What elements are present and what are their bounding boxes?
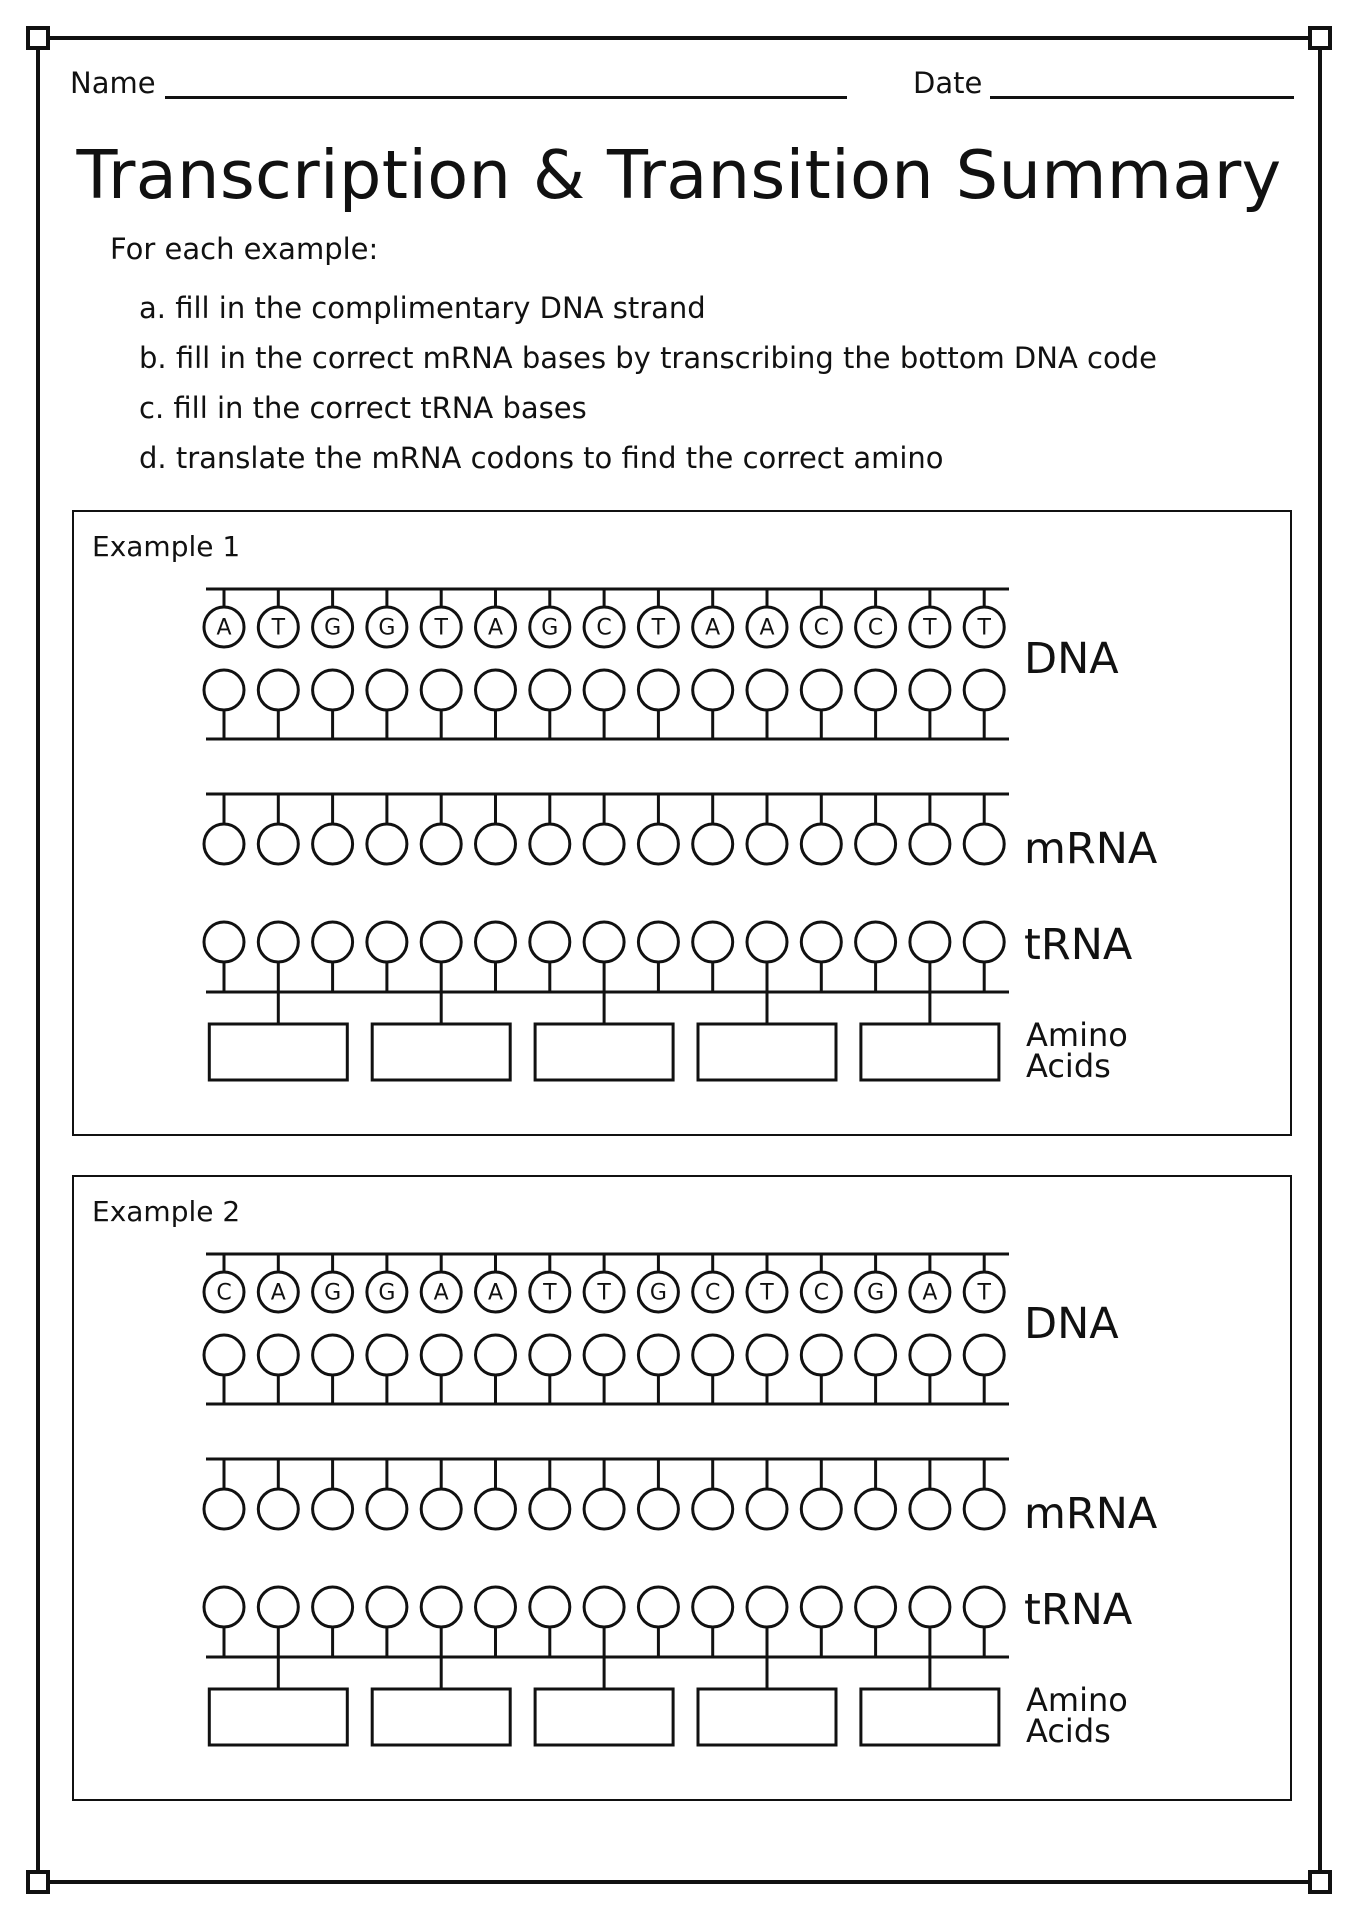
trna-base-blank[interactable] (313, 1587, 353, 1627)
mrna-base-blank[interactable] (693, 1489, 733, 1529)
corner-top-right (1308, 26, 1332, 50)
dna-top-base-letter: G (649, 1280, 667, 1306)
dna-label: DNA (1024, 1299, 1119, 1349)
example-label: Example 2 (92, 1195, 241, 1228)
dna-label: DNA (1024, 634, 1119, 684)
mrna-base-blank[interactable] (801, 1489, 841, 1529)
dna-top-base-letter: T (760, 1280, 774, 1306)
trna-base-blank[interactable] (693, 922, 733, 962)
dna-top-base-letter: G (541, 615, 559, 641)
amino-acid-box[interactable] (372, 1024, 510, 1080)
dna-top-base-letter: C (705, 1280, 721, 1306)
amino-acid-box[interactable] (861, 1689, 999, 1745)
mrna-base-blank[interactable] (421, 1489, 461, 1529)
mrna-base-blank[interactable] (530, 1489, 570, 1529)
dna-top-base-letter: A (216, 615, 232, 641)
dna-top-base-letter: T (977, 615, 991, 641)
dna-top-base-letter: G (324, 615, 342, 641)
dna-complement-blank[interactable] (258, 670, 298, 710)
trna-base-blank[interactable] (258, 922, 298, 962)
dna-top-base-letter: T (923, 615, 937, 641)
mrna-label: mRNA (1024, 1489, 1158, 1539)
amino-acids-label (1026, 1016, 1128, 1085)
mrna-base-blank[interactable] (910, 1489, 950, 1529)
dna-complement-blank[interactable] (747, 1335, 787, 1375)
amino-label-line1: Amino (1026, 1681, 1128, 1719)
trna-base-blank[interactable] (801, 1587, 841, 1627)
mrna-base-blank[interactable] (747, 1489, 787, 1529)
corner-bottom-left (26, 1870, 50, 1894)
mrna-base-blank[interactable] (476, 1489, 516, 1529)
dna-top-base-letter: C (867, 615, 884, 641)
trna-base-blank[interactable] (530, 922, 570, 962)
corner-bottom-right (1308, 1870, 1332, 1894)
dna-top-base-letter: T (543, 1280, 557, 1306)
dna-top-base-letter: A (705, 615, 721, 641)
mrna-base-blank[interactable] (367, 1489, 407, 1529)
dna-complement-blank[interactable] (313, 1335, 353, 1375)
dna-complement-blank[interactable] (421, 1335, 461, 1375)
dna-top-base-letter: T (271, 615, 286, 641)
amino-label-line1: Amino (1026, 1016, 1128, 1054)
instructions-intro: For each example: (110, 232, 379, 266)
dna-top-base-letter: A (759, 615, 775, 641)
trna-base-blank[interactable] (584, 922, 624, 962)
mrna-base-blank[interactable] (856, 824, 896, 864)
dna-complement-blank[interactable] (530, 670, 570, 710)
instructions-list (139, 283, 1157, 483)
mrna-base-blank[interactable] (638, 824, 678, 864)
trna-base-blank[interactable] (476, 1587, 516, 1627)
trna-base-blank[interactable] (638, 1587, 678, 1627)
dna-top-base-letter: C (596, 615, 612, 641)
amino-acid-box[interactable] (698, 1689, 836, 1745)
trna-base-blank[interactable] (204, 922, 244, 962)
dna-complement-blank[interactable] (584, 1335, 624, 1375)
trna-base-blank[interactable] (910, 1587, 950, 1627)
instruction-step: b. fill in the correct mRNA bases by transcribing the bottom DNA code (139, 341, 1157, 375)
dna-complement-blank[interactable] (801, 670, 841, 710)
dna-complement-blank[interactable] (638, 670, 678, 710)
dna-complement-blank[interactable] (258, 1335, 298, 1375)
trna-base-blank[interactable] (638, 922, 678, 962)
dna-complement-blank[interactable] (476, 670, 516, 710)
trna-base-blank[interactable] (693, 1587, 733, 1627)
mrna-base-blank[interactable] (964, 824, 1004, 864)
amino-acids-label (1026, 1681, 1128, 1750)
mrna-base-blank[interactable] (421, 824, 461, 864)
amino-acid-box[interactable] (861, 1024, 999, 1080)
trna-base-blank[interactable] (530, 1587, 570, 1627)
mrna-base-blank[interactable] (258, 824, 298, 864)
dna-complement-blank[interactable] (584, 670, 624, 710)
mrna-base-blank[interactable] (204, 1489, 244, 1529)
dna-complement-blank[interactable] (801, 1335, 841, 1375)
trna-base-blank[interactable] (204, 1587, 244, 1627)
dna-complement-blank[interactable] (693, 670, 733, 710)
trna-base-blank[interactable] (313, 922, 353, 962)
mrna-base-blank[interactable] (204, 824, 244, 864)
trna-base-blank[interactable] (747, 1587, 787, 1627)
dna-complement-blank[interactable] (367, 1335, 407, 1375)
trna-base-blank[interactable] (964, 1587, 1004, 1627)
amino-acid-box[interactable] (209, 1024, 347, 1080)
mrna-base-blank[interactable] (530, 824, 570, 864)
trna-base-blank[interactable] (801, 922, 841, 962)
example-label: Example 1 (92, 530, 241, 563)
name-label: Name (70, 66, 156, 100)
amino-label-line2: Acids (1026, 1712, 1111, 1750)
trna-base-blank[interactable] (367, 922, 407, 962)
date-field[interactable] (990, 96, 1294, 99)
mrna-base-blank[interactable] (747, 824, 787, 864)
trna-base-blank[interactable] (964, 922, 1004, 962)
mrna-base-blank[interactable] (638, 1489, 678, 1529)
dna-complement-blank[interactable] (747, 670, 787, 710)
instruction-step: c. fill in the correct tRNA bases (139, 391, 587, 425)
corner-top-left (26, 26, 50, 50)
trna-base-blank[interactable] (476, 922, 516, 962)
trna-base-blank[interactable] (856, 1587, 896, 1627)
amino-label-line2: Acids (1026, 1047, 1111, 1085)
dna-top-base-letter: A (487, 1280, 504, 1306)
dna-complement-blank[interactable] (964, 1335, 1004, 1375)
amino-acid-box[interactable] (209, 1689, 347, 1745)
trna-base-blank[interactable] (747, 922, 787, 962)
mrna-base-blank[interactable] (964, 1489, 1004, 1529)
trna-base-blank[interactable] (258, 1587, 298, 1627)
trna-base-blank[interactable] (421, 922, 461, 962)
dna-top-base-letter: T (651, 615, 666, 641)
dna-complement-blank[interactable] (964, 670, 1004, 710)
dna-top-base-letter: A (922, 1280, 938, 1306)
example-panel-2 (72, 1175, 1292, 1801)
dna-top-base-letter: G (378, 1280, 396, 1306)
mrna-label: mRNA (1024, 824, 1158, 874)
dna-top-base-letter: C (813, 615, 829, 641)
dna-complement-blank[interactable] (910, 670, 950, 710)
mrna-base-blank[interactable] (367, 824, 407, 864)
amino-acid-box[interactable] (535, 1689, 673, 1745)
instruction-step: a. fill in the complimentary DNA strand (139, 291, 706, 325)
mrna-base-blank[interactable] (258, 1489, 298, 1529)
dna-complement-blank[interactable] (856, 1335, 896, 1375)
dna-complement-blank[interactable] (638, 1335, 678, 1375)
dna-top-base-letter: G (378, 615, 396, 641)
date-label: Date (913, 66, 983, 100)
dna-complement-blank[interactable] (856, 670, 896, 710)
page-title: Transcription & Transition Summary (76, 136, 1282, 214)
instruction-step: d. translate the mRNA codons to find the correct amino (139, 441, 944, 475)
dna-complement-blank[interactable] (313, 670, 353, 710)
trna-base-blank[interactable] (367, 1587, 407, 1627)
dna-top-base-letter: A (433, 1280, 449, 1306)
mrna-base-blank[interactable] (313, 824, 353, 864)
dna-top-base-letter: T (597, 1280, 611, 1306)
trna-base-blank[interactable] (421, 1587, 461, 1627)
amino-acid-box[interactable] (372, 1689, 510, 1745)
dna-complement-blank[interactable] (910, 1335, 950, 1375)
amino-acid-box[interactable] (698, 1024, 836, 1080)
dna-top-base-letter: A (487, 615, 504, 641)
dna-top-base-letter: G (867, 1280, 885, 1306)
mrna-base-blank[interactable] (801, 824, 841, 864)
dna-top-base-letter: A (270, 1280, 286, 1306)
dna-top-base-letter: T (977, 1280, 991, 1306)
example-panel-1 (72, 510, 1292, 1136)
mrna-base-blank[interactable] (584, 1489, 624, 1529)
trna-label: tRNA (1024, 920, 1133, 970)
trna-label: tRNA (1024, 1585, 1133, 1635)
dna-complement-blank[interactable] (204, 1335, 244, 1375)
dna-complement-blank[interactable] (421, 670, 461, 710)
dna-complement-blank[interactable] (476, 1335, 516, 1375)
mrna-base-blank[interactable] (856, 1489, 896, 1529)
trna-base-blank[interactable] (910, 922, 950, 962)
dna-top-base-letter: C (813, 1280, 829, 1306)
mrna-base-blank[interactable] (910, 824, 950, 864)
dna-complement-blank[interactable] (530, 1335, 570, 1375)
dna-top-base-letter: C (216, 1280, 232, 1306)
dna-complement-blank[interactable] (367, 670, 407, 710)
dna-complement-blank[interactable] (693, 1335, 733, 1375)
dna-top-base-letter: T (434, 615, 448, 641)
dna-complement-blank[interactable] (204, 670, 244, 710)
mrna-base-blank[interactable] (693, 824, 733, 864)
mrna-base-blank[interactable] (584, 824, 624, 864)
trna-base-blank[interactable] (584, 1587, 624, 1627)
trna-base-blank[interactable] (856, 922, 896, 962)
name-field[interactable] (165, 96, 847, 99)
mrna-base-blank[interactable] (476, 824, 516, 864)
dna-top-base-letter: G (324, 1280, 342, 1306)
amino-acid-box[interactable] (535, 1024, 673, 1080)
mrna-base-blank[interactable] (313, 1489, 353, 1529)
